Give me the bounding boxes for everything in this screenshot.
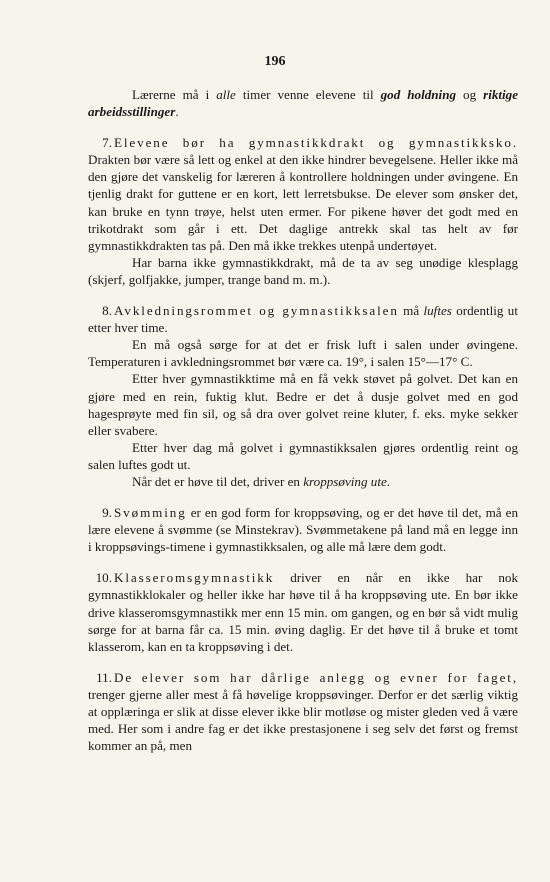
section-9-heading: Svømming <box>114 505 187 521</box>
section-7-paragraph-1 <box>88 134 518 254</box>
intro-emphasis-alle: alle <box>216 87 236 102</box>
section-7-text: Drakten bør være så lett og enkel at den ikke hindrer bevegelsene. Heller ikke må den gjøre det vanskelig for læreren å kontrollere holdningen under øvingene. En tjenlig drakt for guttene er en kort, lett lerretsbukse. De elever som ønsker det, kan bruke en tynn trøye, helst uten ermer. For pikene høver det godt med en trikotdrakt som går i ett. Det daglige antrekk skal tas helt av før gymnastikkdrakten tas på. Den må ikke trekkes utenpå undertøyet. <box>88 152 518 253</box>
section-10-number: 10. <box>95 570 112 586</box>
section-8-paragraph-2: En må også sørge for at det er frisk luft i salen under øvingene. Temperaturen i avkledningsrommet bør være ca. 19°, i salen 15°—17° C. <box>88 337 518 370</box>
section-8-text-4: . <box>386 473 391 489</box>
section-8 <box>88 302 518 490</box>
section-8-text-1: må <box>398 303 424 319</box>
section-9-number: 9. <box>102 505 112 521</box>
intro-emphasis-arbeidsstillinger: riktige arbeidsstillinger <box>88 87 519 120</box>
section-8-paragraph-5 <box>88 473 518 490</box>
section-8-emphasis-ute: kroppsøving ute <box>303 473 387 489</box>
section-11-paragraph-1 <box>88 669 518 754</box>
section-11-text: trenger gjerne aller mest å få høvelige kroppsøvinger. Derfor er det særlig viktig at opplæringa er slik at disse elever ikke blir motløse og mister gleden ved å være med. Her som i andre fag er det ikke prestasjonene i seg selv det først og fremst kommer an på, men <box>88 686 518 754</box>
section-8-heading: Avkledningsrommet og gymnastikksalen <box>114 303 399 319</box>
page-body <box>88 86 518 754</box>
section-11-heading: De elever som har dårlige anlegg og evner for faget, <box>114 669 518 685</box>
section-10-paragraph-1 <box>88 569 518 654</box>
section-8-text-3: Når det er høve til det, driver en <box>132 473 304 489</box>
section-8-paragraph-4: Etter hver dag må golvet i gymnastikksalen gjøres ordentlig reint og salen luftes godt ut. <box>88 439 518 472</box>
section-9-text: er en god form for kroppsøving, og er det høve til det, må en lære elevene å svømme (se Minstekrav). Svømmetakene på land må en legge inn i kroppsøvings-timene i gymnastikksalen, og alle må lære dem godt. <box>88 505 518 555</box>
section-11 <box>88 669 518 754</box>
section-9-paragraph-1 <box>88 504 518 555</box>
section-7-number: 7. <box>102 135 112 151</box>
section-8-emphasis-luftes: luftes <box>423 303 452 319</box>
section-8-paragraph-1 <box>88 302 518 336</box>
intro-text-3: og <box>456 87 484 102</box>
intro-text-1: Lærerne må i <box>132 87 217 102</box>
section-8-number: 8. <box>102 303 112 319</box>
page-number: 196 <box>264 54 286 69</box>
section-10 <box>88 569 518 654</box>
section-8-text-2: ordentlig ut etter hver time. <box>88 303 518 336</box>
intro-paragraph <box>88 86 518 120</box>
section-10-text: driver en når en ikke har nok gymnastikklokaler og heller ikke har høve til å ha kroppsøving ute. En bør ikke drive klasseromsgymnastikk mer enn 15 min. om gangen, og en bør så vidt mulig sørge for at barna får ca. 15 min. øving daglig. Er det høve til å bruke et tomt klasserom, kan en ta kroppsøving i det. <box>88 570 518 654</box>
section-7-paragraph-2: Har barna ikke gymnastikkdrakt, må de ta av seg unødige klesplagg (skjerf, golfjakke, jumper, trange band m. m.). <box>88 254 518 287</box>
section-9 <box>88 504 518 555</box>
section-11-number: 11. <box>96 669 112 685</box>
section-8-paragraph-3: Etter hver gymnastikktime må en få vekk støvet på golvet. Det kan en gjøre med en rein, fuktig klut. Bedre er det å dusje golvet med en god hagesprøyte med fin sil, og så dra over golvet reine kluter, f. eks. myke sekker eller svabere. <box>88 371 518 438</box>
intro-emphasis-holdning: god holdning <box>380 87 457 102</box>
section-10-heading: Klasseromsgymnastikk <box>114 570 275 586</box>
intro-text-4: . <box>175 104 179 120</box>
section-7-heading: Elevene bør ha gymnastikkdrakt og gymnastikksko. <box>114 135 518 151</box>
intro-text-2: timer venne elevene til <box>235 87 381 102</box>
section-7 <box>88 134 518 288</box>
